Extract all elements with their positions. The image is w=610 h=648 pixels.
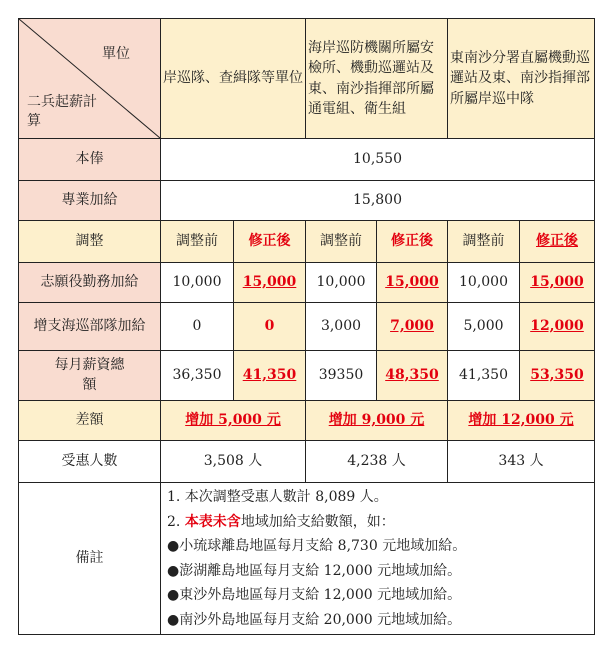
cell: 10,000 bbox=[306, 263, 377, 303]
before-header: 調整前 bbox=[448, 221, 520, 263]
people-value: 4,238 人 bbox=[306, 441, 448, 483]
row-label-base: 本俸 bbox=[19, 139, 161, 181]
cell: 39350 bbox=[306, 351, 377, 401]
row-label-prof: 專業加給 bbox=[19, 181, 161, 221]
note-highlight: 本表未含 bbox=[184, 513, 241, 530]
corner-header bbox=[19, 19, 161, 139]
after-header: 修正後 bbox=[377, 221, 448, 263]
cell: 5,000 bbox=[448, 303, 520, 351]
cell: 41,350 bbox=[234, 351, 306, 401]
cell: 15,000 bbox=[520, 263, 595, 303]
row-label-total: 每月薪資總額 bbox=[19, 351, 161, 401]
notes-content bbox=[161, 483, 595, 635]
note-line-1: 1. 本次調整受惠人數計 8,089 人。 bbox=[167, 489, 388, 505]
before-header: 調整前 bbox=[161, 221, 234, 263]
cell: 0 bbox=[161, 303, 234, 351]
base-value: 10,550 bbox=[161, 139, 595, 181]
note-line-2 bbox=[167, 510, 588, 535]
cell: 3,000 bbox=[306, 303, 377, 351]
corner-top-label: 單位 bbox=[102, 46, 130, 62]
unit-header-3: 東南沙分署直屬機動巡邏站及東、南沙指揮部所屬岸巡中隊 bbox=[448, 19, 595, 139]
cell: 53,350 bbox=[520, 351, 595, 401]
cell: 15,000 bbox=[234, 263, 306, 303]
row-label-people: 受惠人數 bbox=[19, 441, 161, 483]
row-label-duty: 志願役勤務加給 bbox=[19, 263, 161, 303]
note-prefix: 2. bbox=[167, 513, 185, 530]
cell: 10,000 bbox=[448, 263, 520, 303]
diff-value: 增加 12,000 元 bbox=[448, 401, 595, 441]
cell: 48,350 bbox=[377, 351, 448, 401]
before-header: 調整前 bbox=[306, 221, 377, 263]
corner-bottom-label: 二兵起薪計算 bbox=[27, 93, 97, 130]
cell: 7,000 bbox=[377, 303, 448, 351]
cell: 41,350 bbox=[448, 351, 520, 401]
diff-value: 增加 9,000 元 bbox=[306, 401, 448, 441]
unit-header-1: 岸巡隊、查緝隊等單位 bbox=[161, 19, 306, 139]
row-label-notes: 備註 bbox=[19, 483, 161, 635]
note-bullet: ●東沙外島地區每月支給 12,000 元地域加給。 bbox=[167, 587, 462, 603]
note-bullet: ●南沙外島地區每月支給 20,000 元地域加給。 bbox=[167, 611, 462, 628]
row-label-diff: 差額 bbox=[19, 401, 161, 441]
row-label-coast: 增支海巡部隊加給 bbox=[19, 303, 161, 351]
unit-header-2: 海岸巡防機關所屬安檢所、機動巡邏站及東、南沙指揮部所屬通電組、衛生組 bbox=[306, 19, 448, 139]
after-header: 修正後 bbox=[520, 221, 595, 263]
note-bullet: ●小琉球離島地區每月支給 8,730 元地域加給。 bbox=[167, 538, 467, 554]
note-bullet: ●澎湖離島地區每月支給 12,000 元地域加給。 bbox=[167, 562, 462, 579]
people-value: 3,508 人 bbox=[161, 441, 306, 483]
salary-table bbox=[18, 18, 595, 635]
cell: 15,000 bbox=[377, 263, 448, 303]
note-rest: 地域加給支給數額，如： bbox=[240, 513, 395, 530]
cell: 0 bbox=[234, 303, 306, 351]
diff-value: 增加 5,000 元 bbox=[161, 401, 306, 441]
cell: 36,350 bbox=[161, 351, 234, 401]
row-label-adjust: 調整 bbox=[19, 221, 161, 263]
cell: 12,000 bbox=[520, 303, 595, 351]
cell: 10,000 bbox=[161, 263, 234, 303]
after-header: 修正後 bbox=[234, 221, 306, 263]
people-value: 343 人 bbox=[448, 441, 595, 483]
prof-value: 15,800 bbox=[161, 181, 595, 221]
